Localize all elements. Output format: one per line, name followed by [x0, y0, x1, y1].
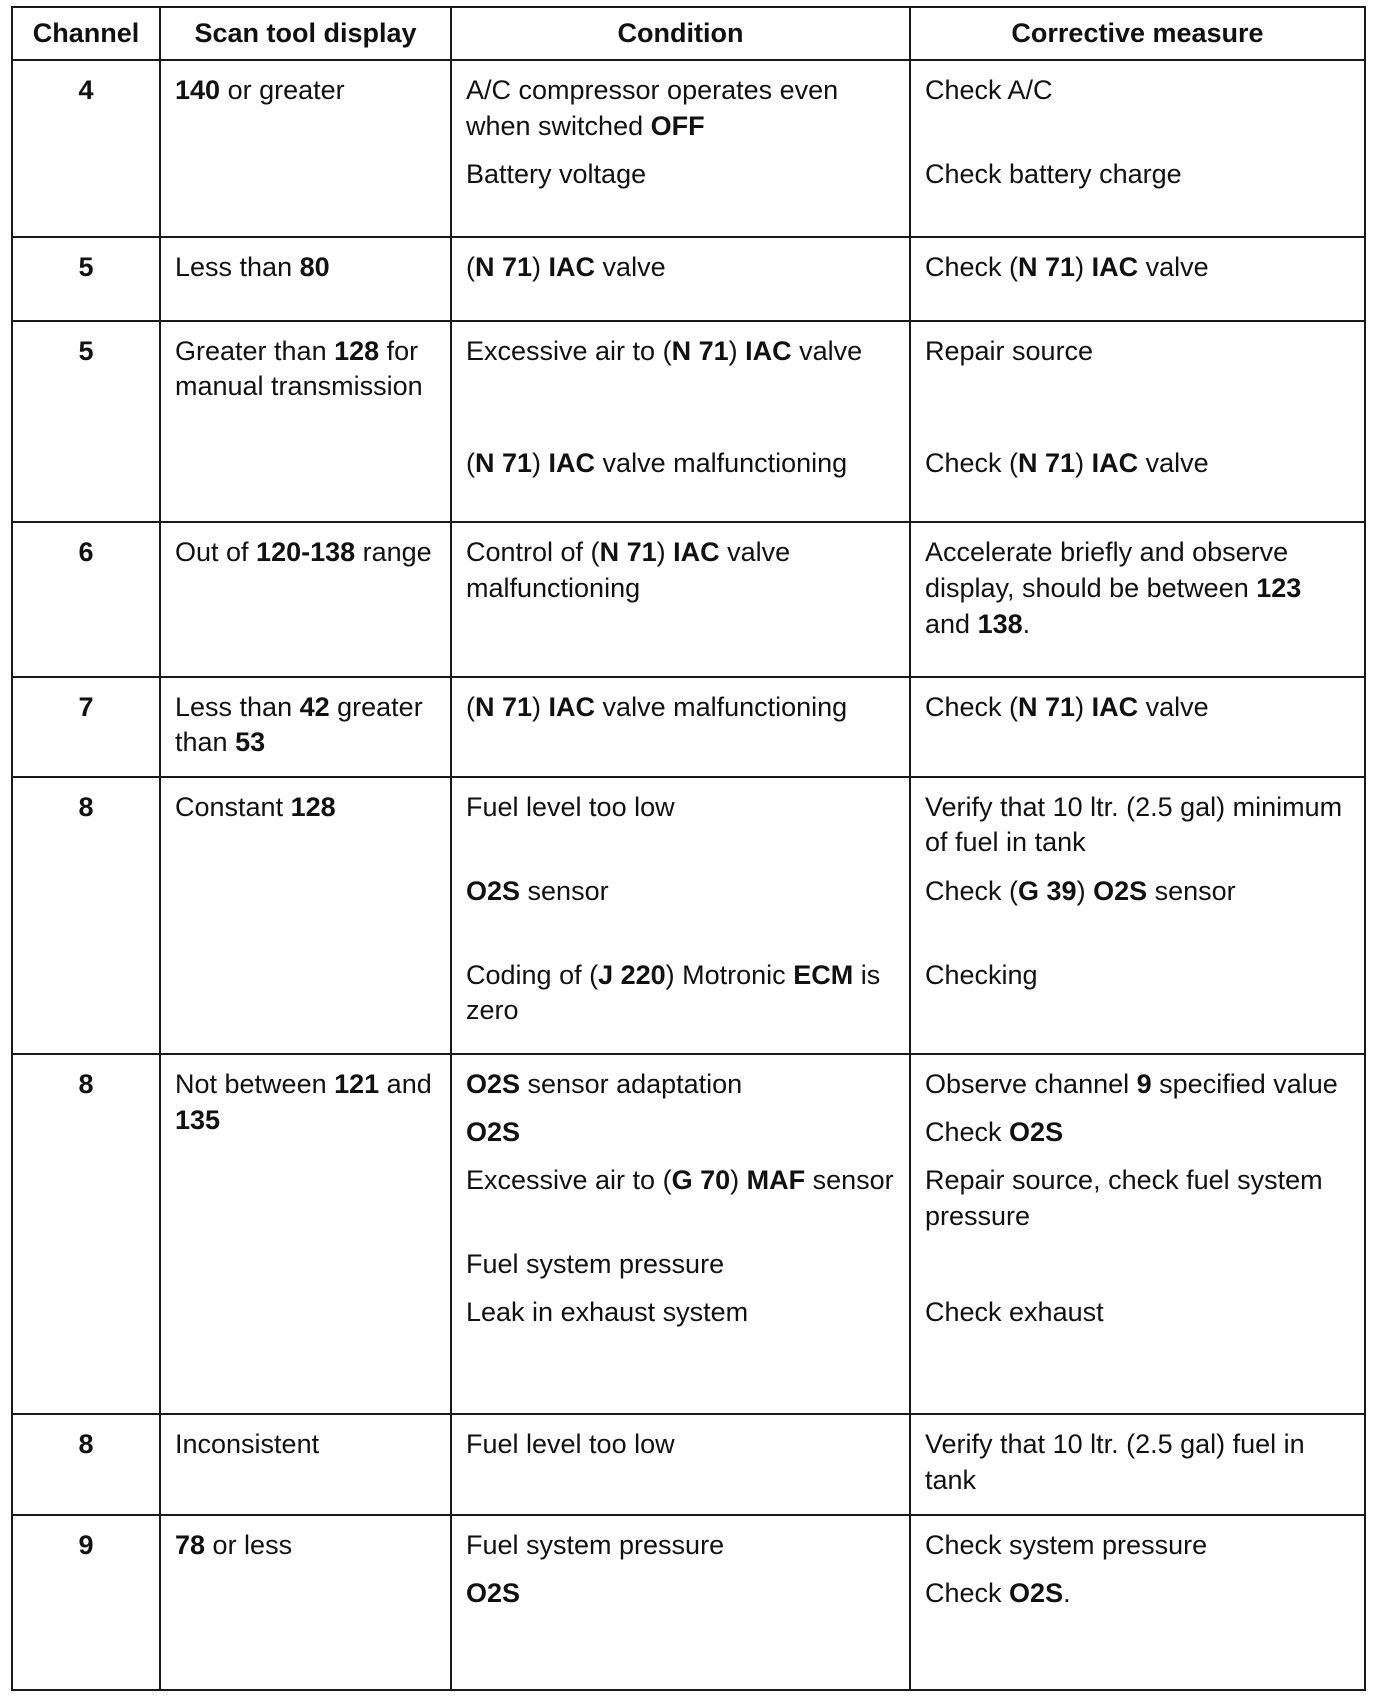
- scan-tool-display-cell: Less than 42 greater than 53: [160, 677, 451, 777]
- scan-tool-display-cell: 78 or less: [160, 1515, 451, 1691]
- condition-item: Fuel level too low: [466, 791, 675, 822]
- channel-cell: 7: [12, 677, 160, 777]
- condition-item: (N 71) IAC valve malfunctioning: [466, 447, 848, 478]
- condition-item: Excessive air to (N 71) IAC valve: [466, 335, 863, 366]
- table-row: [12, 777, 1365, 1054]
- measure-item: Check battery charge: [925, 159, 1182, 189]
- measure-item: Check (N 71) IAC valve: [925, 251, 1209, 282]
- measure-item: Verify that 10 ltr. (2.5 gal) minimum of fuel in tank: [925, 791, 1343, 858]
- condition-cell: [451, 60, 910, 237]
- condition-item: (N 71) IAC valve malfunctioning: [466, 691, 848, 722]
- scan-tool-display-cell: Inconsistent: [160, 1414, 451, 1514]
- condition-cell: [451, 1414, 910, 1514]
- table-row: [12, 321, 1365, 523]
- measure-item: Check A/C: [925, 75, 1053, 105]
- channel-cell: 5: [12, 321, 160, 523]
- condition-cell: [451, 677, 910, 777]
- measure-item: Check (N 71) IAC valve: [925, 447, 1209, 478]
- table-row: [12, 677, 1365, 777]
- condition-cell: [451, 1515, 910, 1691]
- corrective-measure-cell: [910, 237, 1365, 321]
- condition-cell: [451, 321, 910, 523]
- condition-cell: [451, 777, 910, 1054]
- condition-cell: [451, 522, 910, 676]
- channel-cell: 9: [12, 1515, 160, 1691]
- table-row: [12, 1414, 1365, 1514]
- condition-item: O2S: [466, 1577, 521, 1608]
- condition-item: A/C compressor operates even when switched OFF: [466, 75, 839, 141]
- condition-item: O2S sensor: [466, 875, 609, 906]
- measure-item: Repair source, check fuel system pressure: [925, 1165, 1323, 1231]
- corrective-measure-cell: [910, 677, 1365, 777]
- measure-item: Check exhaust: [925, 1297, 1104, 1328]
- condition-item: Leak in exhaust system: [466, 1297, 749, 1328]
- table-row: [12, 1054, 1365, 1414]
- corrective-measure-cell: [910, 60, 1365, 237]
- scan-tool-display-cell: Greater than 128 for manual transmission: [160, 321, 451, 523]
- measure-item: Observe channel 9 specified value: [925, 1069, 1338, 1100]
- corrective-measure-cell: [910, 1414, 1365, 1514]
- condition-item: Control of (N 71) IAC valve malfunctioning: [466, 537, 791, 603]
- corrective-measure-cell: [910, 777, 1365, 1054]
- measure-item: Accelerate briefly and observe display, should be between 123 and 138.: [925, 537, 1302, 639]
- corrective-measure-cell: [910, 321, 1365, 523]
- scan-tool-display-cell: Not between 121 and 135: [160, 1054, 451, 1414]
- scan-tool-display-cell: Out of 120-138 range: [160, 522, 451, 676]
- header-channel: Channel: [12, 7, 160, 60]
- channel-cell: 4: [12, 60, 160, 237]
- scan-tool-display-cell: 140 or greater: [160, 60, 451, 237]
- corrective-measure-cell: [910, 522, 1365, 676]
- measure-item: Check O2S: [925, 1117, 1064, 1148]
- condition-item: Excessive air to (G 70) MAF sensor: [466, 1165, 894, 1196]
- condition-item: Fuel system pressure: [466, 1249, 725, 1280]
- measure-item: Checking: [925, 959, 1038, 990]
- header-scan-tool-display: Scan tool display: [160, 7, 451, 60]
- measure-item: Check (N 71) IAC valve: [925, 691, 1209, 722]
- condition-cell: [451, 1054, 910, 1414]
- condition-item: O2S sensor adaptation: [466, 1069, 743, 1100]
- measure-item: Check O2S.: [925, 1577, 1071, 1608]
- table-row: [12, 522, 1365, 676]
- header-condition: Condition: [451, 7, 910, 60]
- measure-item: [925, 1247, 1350, 1283]
- table-row: [12, 60, 1365, 237]
- channel-cell: 8: [12, 777, 160, 1054]
- table-row: [12, 1515, 1365, 1691]
- scan-tool-display-cell: Constant 128: [160, 777, 451, 1054]
- header-corrective-measure: Corrective measure: [910, 7, 1365, 60]
- condition-item: Fuel system pressure: [466, 1529, 725, 1560]
- measure-item: Verify that 10 ltr. (2.5 gal) fuel in tank: [925, 1429, 1305, 1496]
- condition-item: O2S: [466, 1117, 521, 1148]
- scan-tool-display-cell: Less than 80: [160, 237, 451, 321]
- corrective-measure-cell: [910, 1515, 1365, 1691]
- corrective-measure-cell: [910, 1054, 1365, 1414]
- condition-item: Fuel level too low: [466, 1429, 675, 1460]
- channel-cell: 8: [12, 1054, 160, 1414]
- condition-item: (N 71) IAC valve: [466, 251, 666, 282]
- channel-cell: 8: [12, 1414, 160, 1514]
- table-body: [12, 60, 1365, 1690]
- measure-item: Check (G 39) O2S sensor: [925, 875, 1236, 906]
- channel-cell: 5: [12, 237, 160, 321]
- header-row: [12, 7, 1365, 60]
- table-row: [12, 237, 1365, 321]
- condition-cell: [451, 237, 910, 321]
- condition-item: Coding of (J 220) Motronic ECM is zero: [466, 959, 881, 1026]
- measure-item: Repair source: [925, 335, 1094, 366]
- measure-item: Check system pressure: [925, 1529, 1208, 1560]
- diagnostic-table: [11, 6, 1366, 1691]
- condition-item: Battery voltage: [466, 159, 647, 189]
- channel-cell: 6: [12, 522, 160, 676]
